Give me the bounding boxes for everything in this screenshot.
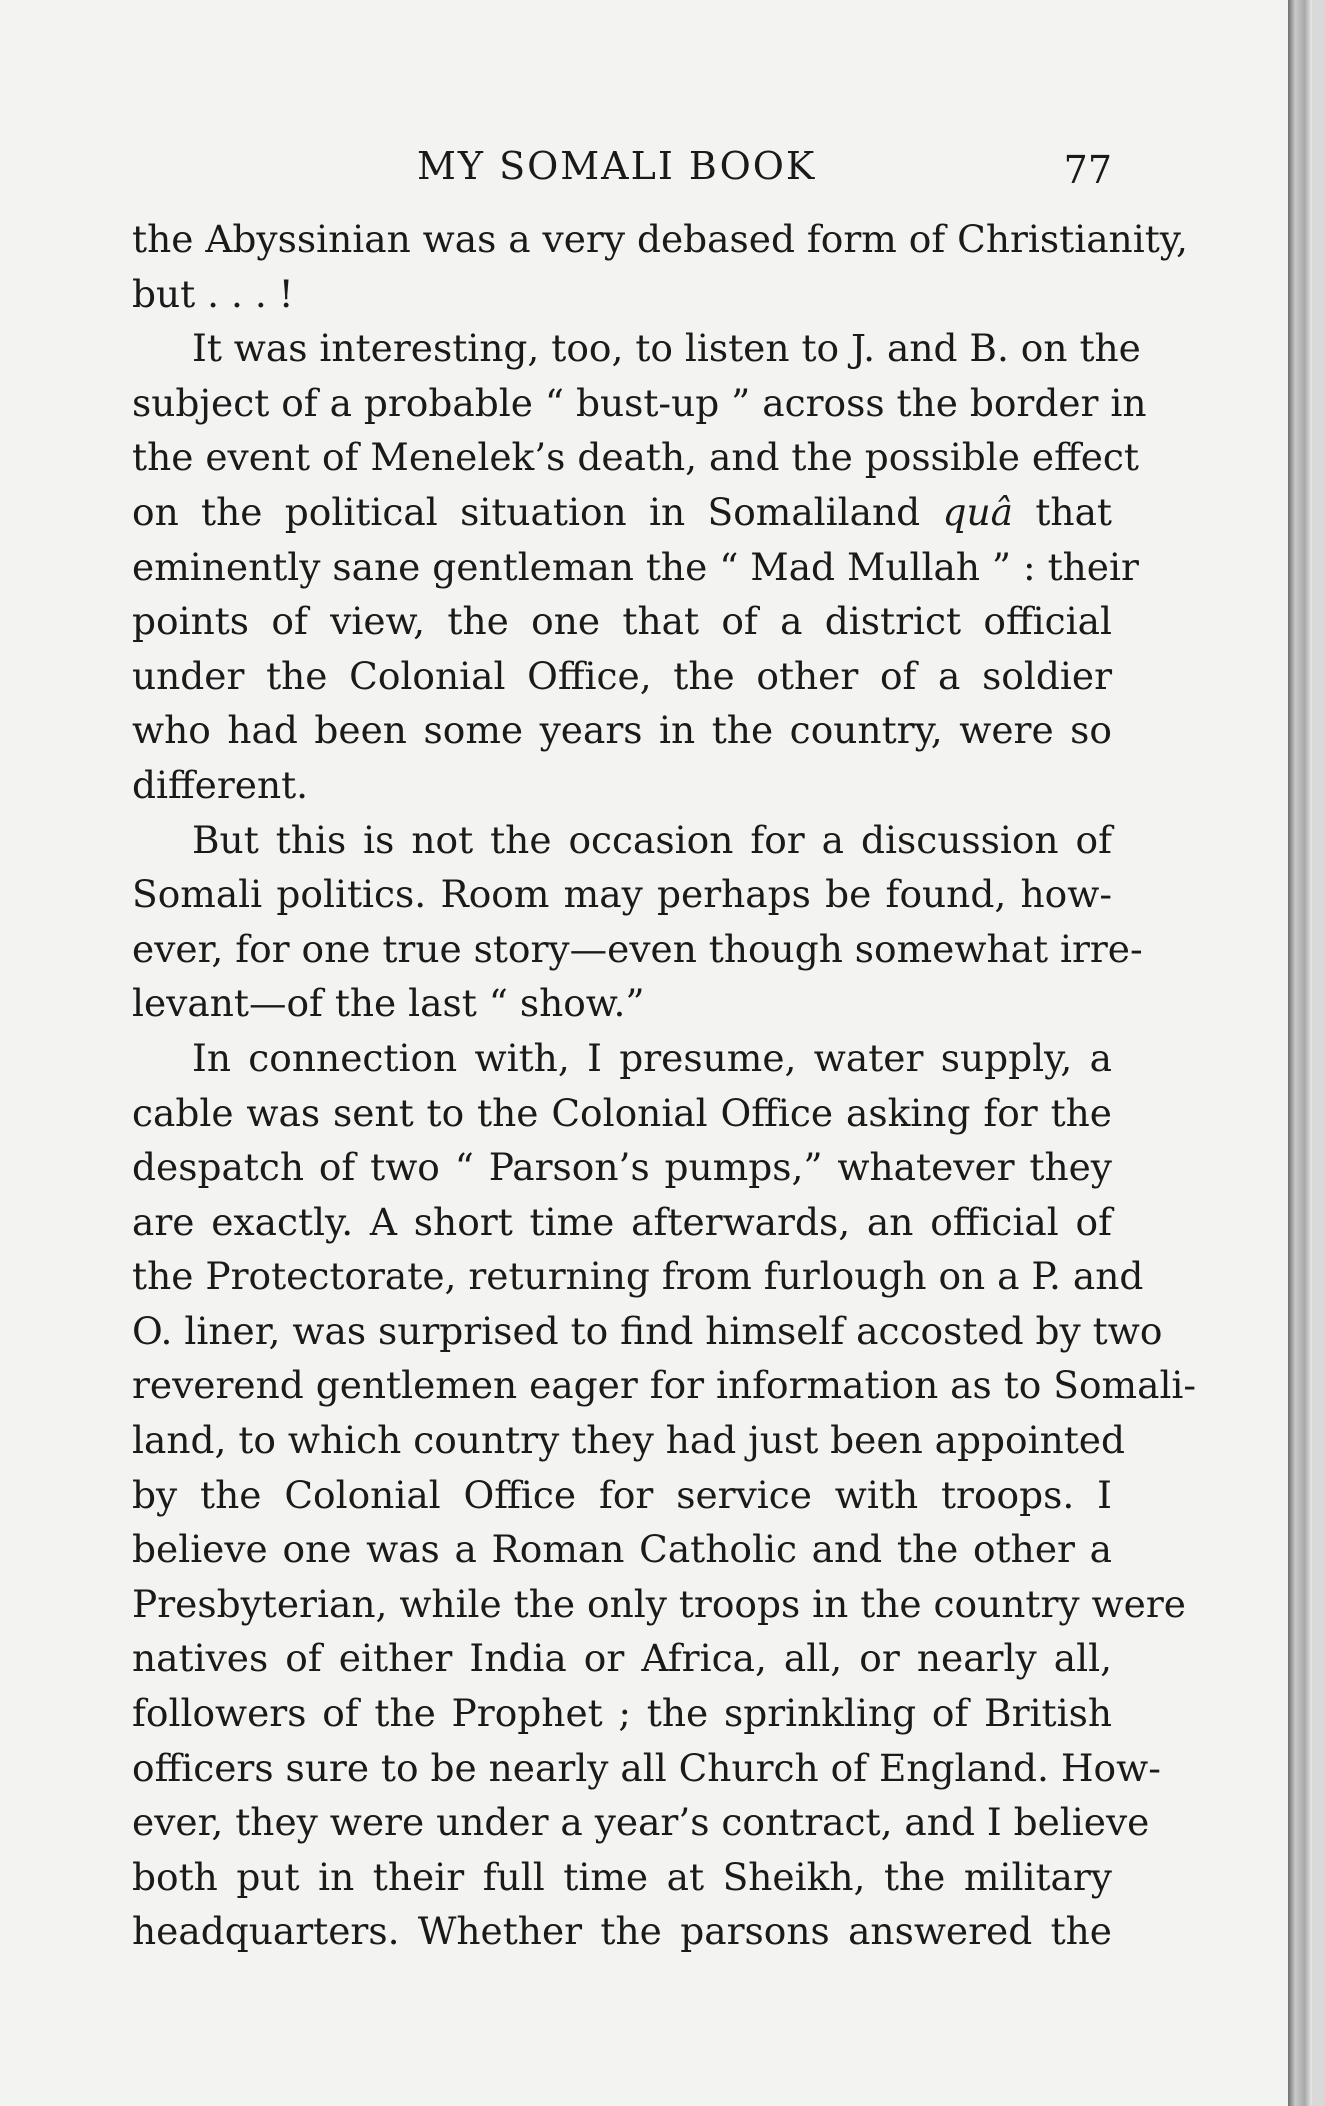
- page-number: 77: [1063, 148, 1112, 192]
- text-line: cable was sent to the Colonial Office asking for the: [132, 1090, 1112, 1135]
- text-line: In connection with, I presume, water supply, a: [192, 1035, 1112, 1080]
- paragraph: [132, 813, 1143, 1031]
- text-line: reverend gentlemen eager for information as to Somali-: [132, 1363, 1197, 1408]
- paragraph: [132, 212, 1188, 321]
- paragraph: [132, 1031, 1197, 1959]
- text-line: natives of either India or Africa, all, or nearly all,: [132, 1636, 1112, 1681]
- running-head: [132, 136, 1112, 192]
- text-line: but . . . !: [132, 271, 294, 316]
- page-edge-shadow: [1288, 0, 1312, 2106]
- book-title: MY SOMALI BOOK: [417, 144, 817, 188]
- text-line: despatch of two “ Parson’s pumps,” whatever they: [132, 1145, 1112, 1190]
- text-line: land, to which country they had just been appointed: [132, 1418, 1125, 1463]
- text-line: subject of a probable “ bust-up ” across the border in: [132, 380, 1147, 425]
- text-line: headquarters. Whether the parsons answered the: [132, 1909, 1112, 1954]
- body-text: [132, 212, 1197, 1959]
- text-line: the Abyssinian was a very debased form of Christianity,: [132, 217, 1188, 261]
- text-line: believe one was a Roman Catholic and the other a: [132, 1527, 1112, 1572]
- text-line: both put in their full time at Sheikh, the military: [132, 1854, 1112, 1899]
- text-line: the Protectorate, returning from furlough on a P. and: [132, 1254, 1144, 1299]
- text-line: different.: [132, 762, 309, 807]
- text-line: officers sure to be nearly all Church of England. How-: [132, 1745, 1161, 1790]
- text-line: It was interesting, too, to listen to J. and B. on the: [192, 326, 1141, 371]
- text-line: O. liner, was surprised to find himself accosted by two: [132, 1308, 1163, 1353]
- text-line: who had been some years in the country, were so: [132, 708, 1112, 753]
- text-line: are exactly. A short time afterwards, an official of: [132, 1199, 1112, 1244]
- text-line: eminently sane gentleman the “ Mad Mullah ” : their: [132, 544, 1139, 589]
- text-line: under the Colonial Office, the other of a soldier: [132, 653, 1112, 698]
- text-line: levant—of the last “ show.”: [132, 981, 645, 1026]
- text-line: But this is not the occasion for a discussion of: [192, 817, 1112, 862]
- text-line: on the political situation in Somaliland quâ that: [132, 489, 1113, 534]
- paragraph: [132, 321, 1147, 812]
- text-line: Presbyterian, while the only troops in the country were: [132, 1581, 1186, 1626]
- text-line: followers of the Prophet ; the sprinkling of British: [132, 1691, 1112, 1736]
- text-line: Somali politics. Room may perhaps be found, how-: [132, 872, 1112, 917]
- text-line: ever, they were under a year’s contract, and I believe: [132, 1800, 1150, 1845]
- text-line: ever, for one true story—even though somewhat irre-: [132, 926, 1143, 971]
- text-line: points of view, the one that of a district official: [132, 599, 1112, 644]
- text-line: the event of Menelek’s death, and the possible effect: [132, 435, 1140, 480]
- text-line: by the Colonial Office for service with troops. I: [132, 1472, 1112, 1517]
